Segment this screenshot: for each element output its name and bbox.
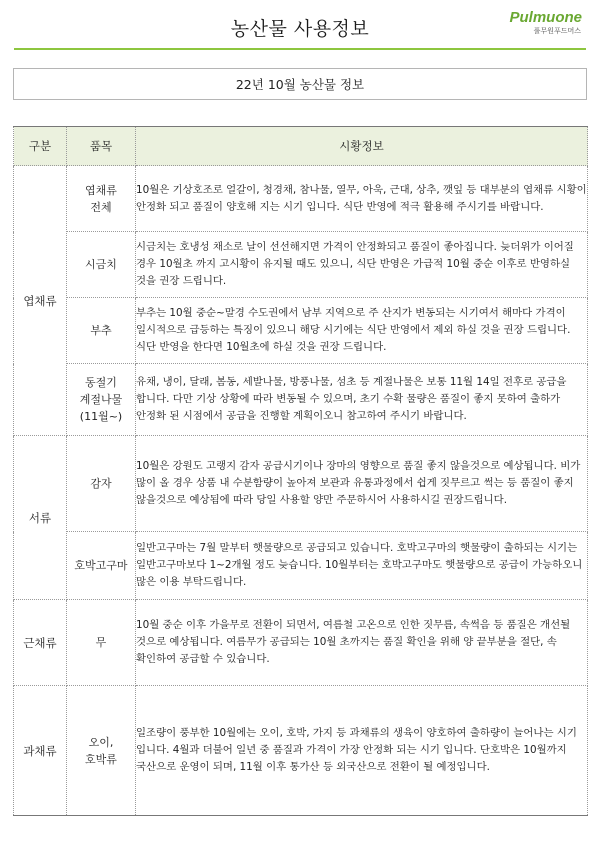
table-row [14, 600, 588, 686]
market-info-table [13, 126, 588, 816]
table-row [14, 364, 588, 436]
item-cell: 무 [67, 600, 136, 686]
category-cell: 근채류 [14, 600, 67, 686]
subtitle: 22년 10월 농산물 정보 [235, 77, 365, 92]
table-row [14, 532, 588, 600]
item-cell: 동절기 계절나물 (11월~) [67, 364, 136, 436]
item-cell: 엽채류 전체 [67, 166, 136, 232]
item-cell: 부추 [67, 298, 136, 364]
page-title: 농산물 사용정보 [230, 18, 370, 40]
column-header-category: 구분 [14, 127, 67, 166]
logo-subtext: 풀무원푸드머스 [533, 27, 581, 35]
info-cell: 유채, 냉이, 달래, 봄동, 세발나물, 방풍나물, 섬초 등 계절나물은 보통 11월 14일 전후로 공급을 합니다. 다만 기상 상황에 따라 변동될 수 있으며, 초기 수확 물량은 품질이 좋지 못하여 출하가 안정화 된 시점에서 공급을 진행할 계획이오니 참고하여 주시기 바랍니다. [136, 364, 588, 436]
info-cell: 10월은 강원도 고랭지 감자 공급시기이나 장마의 영향으로 품질 좋지 않을것으로 예상됩니다. 비가 많이 올 경우 상품 내 수분함량이 높아져 보관과 유통과정에서 쉽게 짓무르고 썩는 등 품질이 좋지 않을것으로 예상됨에 따라 당일 사용할 양만 주문하시어 사용하시길 권장드립니다. [136, 436, 588, 532]
info-cell: 일반고구마는 7월 말부터 햇물량으로 공급되고 있습니다. 호박고구마의 햇물량이 출하되는 시기는 일반고구마보다 1~2개월 정도 늦습니다. 10월부터는 호박고구마도 햇물량으로 공급이 가능하오니 많은 이용 부탁드립니다. [136, 532, 588, 600]
info-cell: 10월은 기상호조로 얼갈이, 청경채, 참나물, 열무, 아욱, 근대, 상추, 깻잎 등 대부분의 엽채류 시황이 안정화 되고 품질이 양호해 지는 시기 입니다. 식단 반영에 적극 활용해 주시기를 바랍니다. [136, 166, 588, 232]
info-cell: 시금치는 호냉성 채소로 날이 선선해지면 가격이 안정화되고 품질이 좋아집니다. 늦더위가 이어질 경우 10월초 까지 고시황이 유지될 때도 있으니, 식단 반영은 가급적 10월 중순 이후로 반영하실 것을 권장 드립니다. [136, 232, 588, 298]
table-row [14, 232, 588, 298]
logo-wordmark: Pulmuone [509, 9, 582, 26]
column-header-item: 품목 [67, 127, 136, 166]
item-cell: 호박고구마 [67, 532, 136, 600]
item-cell: 시금치 [67, 232, 136, 298]
info-cell: 일조량이 풍부한 10월에는 오이, 호박, 가지 등 과채류의 생육이 양호하여 출하량이 늘어나는 시기 입니다. 4월과 더불어 일년 중 품질과 가격이 가장 안정화 되는 시기 입니다. 단호박은 10월까지 국산으로 운영이 되며, 11월 이후 통가산 등 외국산으로 전환이 될 예정입니다. [136, 686, 588, 816]
page-header [0, 0, 600, 60]
item-cell: 감자 [67, 436, 136, 532]
table-row [14, 298, 588, 364]
table-row [14, 436, 588, 532]
pulmuone-logo [509, 10, 582, 36]
table-header-row [14, 127, 588, 166]
table-row [14, 166, 588, 232]
info-cell: 부추는 10월 중순~말경 수도권에서 남부 지역으로 주 산지가 변동되는 시기여서 해마다 가격이 일시적으로 급등하는 특징이 있으니 해당 시기에는 식단 반영에서 제외 하실 것을 권장 드립니다. 식단 반영을 한다면 10월초에 하실 것을 권장 드립니다. [136, 298, 588, 364]
category-cell: 서류 [14, 436, 67, 600]
category-cell: 엽채류 [14, 166, 67, 436]
table-row [14, 686, 588, 816]
category-cell: 과채류 [14, 686, 67, 816]
header-divider [14, 48, 586, 50]
subtitle-box [13, 68, 587, 100]
column-header-info: 시황정보 [136, 127, 588, 166]
info-cell: 10월 중순 이후 가을무로 전환이 되면서, 여름철 고온으로 인한 짓무름, 속썩음 등 품질은 개선될 것으로 예상됩니다. 여름무가 공급되는 10월 초까지는 품질 확인을 위해 양 끝부분을 절단, 속 확인하여 공급할 수 있습니다. [136, 600, 588, 686]
item-cell: 오이, 호박류 [67, 686, 136, 816]
